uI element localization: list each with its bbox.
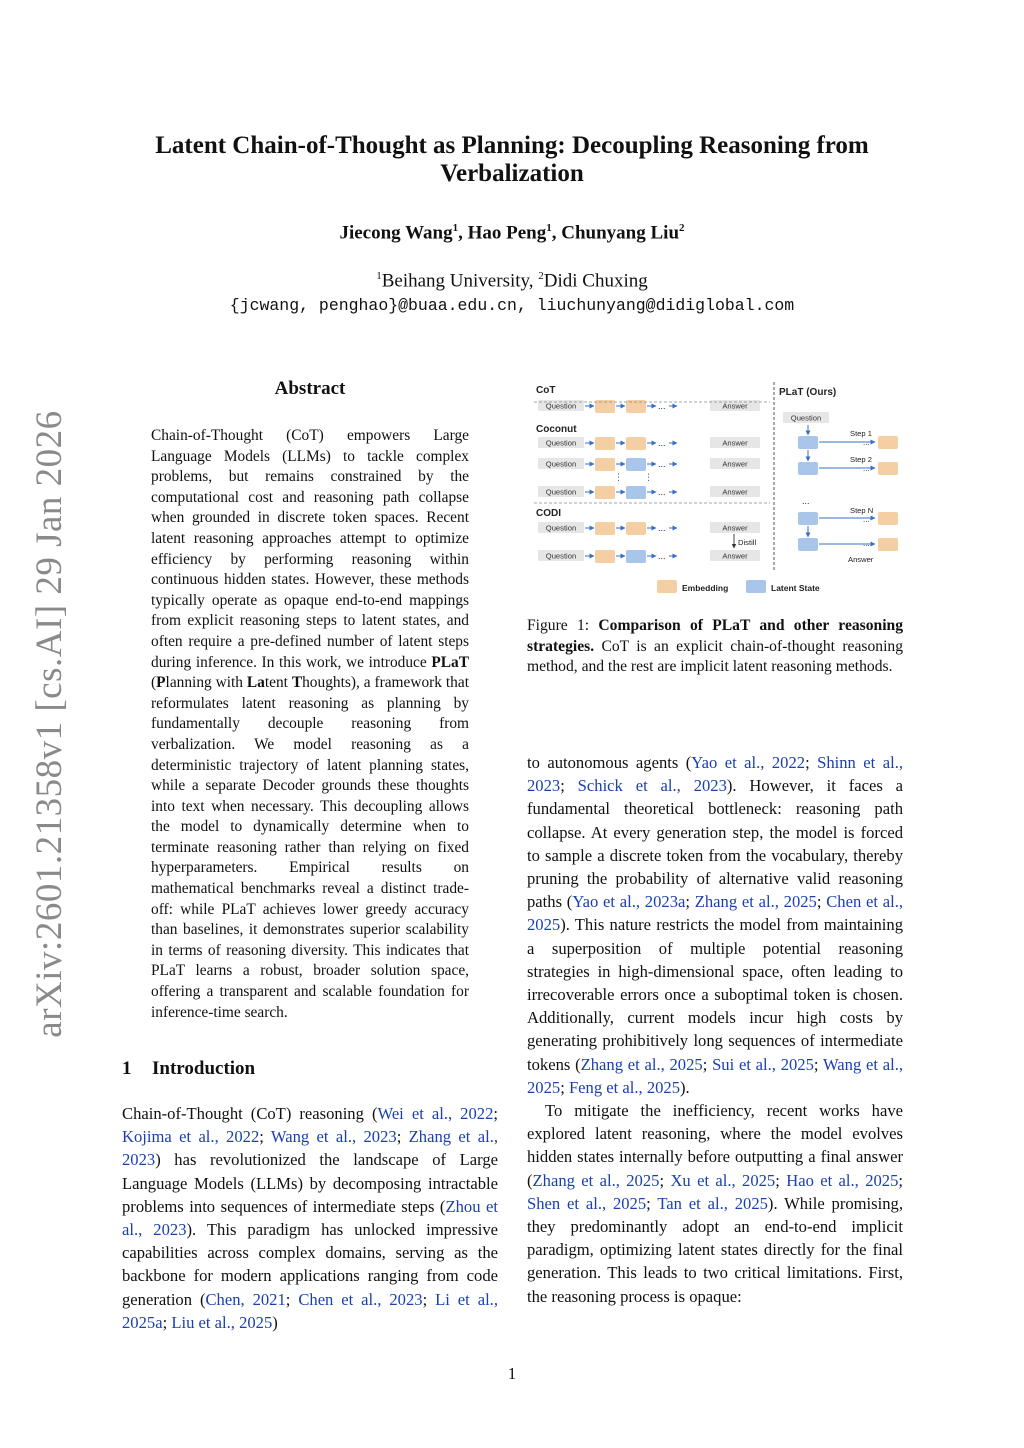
body-text: Chain-of-Thought (CoT) reasoning (	[122, 1104, 378, 1123]
body-text: ;	[646, 1193, 658, 1213]
acronym-letter: T	[291, 674, 303, 692]
ellipsis: ...	[658, 523, 666, 533]
body-text: ;	[898, 1170, 904, 1190]
body-text: ;	[285, 1289, 299, 1309]
embedding-token	[595, 486, 615, 499]
answer-label: Answer	[722, 438, 748, 448]
citation-link[interactable]: Li et al., 2025a	[122, 1289, 498, 1332]
panel-title-plat: PLaT (Ours)	[779, 387, 837, 398]
answer-label: Answer	[722, 487, 748, 497]
panel-title-cot: CoT	[536, 385, 556, 396]
arxiv-stamp: arXiv:2601.21358v1 [cs.AI] 29 Jan 2026	[29, 410, 70, 1038]
question-label: Question	[545, 459, 577, 469]
section-number: 1	[122, 1058, 132, 1079]
vertical-ellipsis: ⋮	[644, 472, 653, 482]
body-text: To mitigate the inefficiency, recent works have explored latent reasoning, where the model evolves hidden states internally before outputting a final answer (	[527, 1101, 903, 1190]
question-label: Question	[545, 551, 577, 561]
citation-link[interactable]: Zhang et al., 2025	[532, 1170, 660, 1190]
body-text: ;	[659, 1170, 671, 1190]
plat-name: PLaT	[431, 653, 469, 671]
embedding-token	[878, 436, 898, 449]
embedding-token	[595, 458, 615, 471]
step-label: Step N	[850, 506, 874, 515]
citation-link[interactable]: Xu et al., 2025	[670, 1170, 776, 1190]
affiliations: $^1$Beihang University, $^2$Didi Chuxing	[376, 270, 648, 292]
body-text: )	[272, 1312, 278, 1332]
acronym-letter: P	[156, 674, 166, 692]
figure-caption	[527, 616, 903, 678]
ellipsis: ...	[863, 464, 870, 473]
page-number: 1	[507, 1364, 517, 1383]
abstract-body: Chain-of-Thought (CoT) empowers Large Language Models (LLMs) to tackle complex problems, but remains constrained by the computational cost and reasoning path collapse when grounded in discrete token spaces. Recent latent reasoning approaches attempt to optimize efficiency by performing reasoning within continuous hidden states. However, these methods typically operate as opaque end-to-end mappings from explicit reasoning steps to latent states, and often require a pre-defined number of latent steps during inference. In this work, we introduce PLaT (Planning with Latent Thoughts), a framework that reformulates latent reasoning as planning by fundamentally decouple reasoning from verbalization. We model reasoning as a deterministic trajectory of latent planning states, while a separate Decoder grounds these thoughts into text when necessary. This decoupling allows the model to dynamically determine when to terminate reasoning rather than relying on fixed hyperparameters. Empirical results on mathematical benchmarks reveal a distinct trade-off: while PLaT achieves lower greedy accuracy than baselines, it demonstrates superior scalability in terms of reasoning diversity. This indicates that PLaT learns a robust, broader solution space, offering a transparent and scalable foundation for inference-time search.	[151, 427, 469, 1021]
embedding-token	[595, 522, 615, 535]
citation-link[interactable]: Chen et al., 2023	[298, 1289, 423, 1309]
affiliation-name: Didi Chuxing	[543, 270, 648, 292]
citation-link[interactable]: Wei et al., 2022	[377, 1104, 494, 1123]
body-text: ). However, it faces a fundamental theoretical bottleneck: reasoning path collapse. At every generation step, the model is forced to sample a discrete token from the vocabulary, thereby pruning the probability of alternative valid reasoning paths (	[527, 776, 904, 912]
ellipsis: ...	[658, 438, 666, 448]
body-text: ;	[422, 1289, 436, 1309]
ellipsis: ...	[802, 496, 810, 506]
step-label: Step 2	[850, 455, 872, 464]
body-text: ;	[813, 1054, 823, 1074]
legend-latent-label: Latent State	[771, 583, 820, 593]
answer-label: Answer	[722, 459, 748, 469]
citation-link[interactable]: Zhang et al., 2025	[580, 1054, 703, 1074]
panel-title-coconut: Coconut	[536, 424, 577, 435]
ellipsis: ...	[863, 539, 870, 548]
citation-link[interactable]: Zhang et al., 2025	[694, 892, 817, 912]
author-name: Chunyang Liu	[561, 222, 680, 244]
legend-embedding-label: Embedding	[682, 583, 729, 593]
citation-link[interactable]: Kojima et al., 2022	[122, 1127, 260, 1147]
citation-link[interactable]: Shen et al., 2025	[527, 1193, 647, 1213]
ellipsis: ...	[658, 401, 666, 411]
author-name: Hao Peng	[467, 222, 547, 244]
body-text: ;	[805, 753, 818, 772]
acronym-letter: La	[246, 674, 265, 692]
citation-link[interactable]: Sui et al., 2025	[712, 1054, 814, 1074]
abstract-text: ), a framework that reformulates latent reasoning as planning by fundamentally decouple reasoning from verbalization. We model reasoning as a deterministic trajectory of latent planning states, while a separate Decoder grounds these thoughts into text when necessary. This decoupling allows the model to dynamically determine when to terminate reasoning rather than relying on fixed hyperparameters. Empirical results on mathematical benchmarks reveal a distinct trade-off: while PLaT achieves lower greedy accuracy than baselines, it demonstrates superior scalability in terms of reasoning diversity. This indicates that PLaT learns a robust, broader solution space, offering a transparent and scalable foundation for inference-time search.	[151, 674, 469, 1021]
intro-paragraph	[122, 1104, 498, 1332]
latent-state-token	[798, 462, 818, 475]
intro-paragraph	[527, 1099, 903, 1308]
acronym-text: houghts	[302, 674, 351, 692]
ellipsis: ...	[863, 438, 870, 447]
body-text: ;	[162, 1312, 172, 1332]
body-text: ).	[680, 1077, 690, 1097]
affiliation-mark: 2	[538, 270, 544, 282]
author-list: Jiecong Wang$^1$, Hao Peng$^1$, Chunyang Liu$^2$	[339, 222, 685, 244]
figure-1	[530, 380, 910, 600]
body-text: ;	[702, 1054, 713, 1074]
citation-link[interactable]: Shinn et al., 2023	[527, 753, 903, 796]
embedding-token	[878, 538, 898, 551]
author-affiliation-mark: 2	[679, 222, 685, 234]
paper-title: Latent Chain-of-Thought as Planning: Decoupling Reasoning from Verbalization	[155, 132, 869, 187]
affiliation-name: Beihang University	[381, 270, 529, 292]
embedding-token	[595, 437, 615, 450]
answer-label: Answer	[722, 401, 748, 411]
ellipsis: ...	[658, 551, 666, 561]
embedding-token	[595, 550, 615, 563]
section-heading	[122, 1058, 255, 1080]
citation-link[interactable]: Hao et al., 2025	[786, 1170, 899, 1190]
citation-link[interactable]: Wang et al., 2023	[270, 1127, 397, 1147]
citation-link[interactable]: Schick et al., 2023	[577, 776, 727, 796]
acronym-text: tent	[264, 674, 292, 692]
panel-title-codi: CODI	[536, 508, 561, 519]
intro-left-column	[122, 1102, 498, 1334]
body-text: ). While promising, they predominantly adopt an end-to-end implicit paradigm, optimizing latent states directly for the final generation. This leads to two critical limitations. First, the reasoning process is opaque:	[527, 1193, 903, 1306]
citation-link[interactable]: Zhang et al., 2023	[122, 1127, 499, 1170]
embedding-token	[878, 462, 898, 475]
body-text: ;	[775, 1170, 787, 1190]
author-affiliation-mark: 1	[452, 222, 459, 234]
body-text: ;	[560, 1077, 569, 1097]
body-text: ;	[493, 1104, 498, 1123]
answer-label: Answer	[722, 523, 748, 533]
citation-link[interactable]: Chen et al., 2025	[527, 892, 904, 935]
embedding-token	[878, 512, 898, 525]
intro-paragraph	[527, 751, 903, 1099]
ellipsis: ...	[658, 487, 666, 497]
body-text: ;	[259, 1127, 271, 1147]
step-label: Step 1	[850, 429, 872, 438]
affiliation-mark: 1	[376, 270, 382, 282]
body-text: ;	[560, 776, 578, 796]
abstract-text: Chain-of-Thought (CoT) empowers Large Language Models (LLMs) to tackle complex problems, but remains constrained by the computational cost and reasoning path collapse when grounded in discrete token spaces. Recent latent reasoning approaches attempt to optimize efficiency by performing reasoning within continuous hidden states. However, these methods typically operate as opaque end-to-end mappings from explicit reasoning steps to latent states, and often require a pre-defined number of latent steps during inference. In this work, we introduce	[151, 427, 469, 671]
distill-label: Distill	[738, 538, 757, 547]
citation-link[interactable]: Yao et al., 2022	[691, 753, 806, 772]
intro-right-column	[527, 751, 903, 1308]
citation-link[interactable]: Liu et al., 2025	[171, 1312, 273, 1332]
ellipsis: ...	[658, 459, 666, 469]
body-text: ;	[816, 892, 827, 912]
author-affiliation-mark: 1	[546, 222, 552, 234]
latent-state-token	[798, 512, 818, 525]
body-text: ;	[685, 892, 695, 912]
latent-state-token	[626, 486, 646, 499]
section-title: Introduction	[152, 1058, 256, 1079]
body-text: to autonomous agents (	[527, 753, 692, 772]
caption-bold: Comparison of PLaT and other reasoning strategies.	[527, 617, 903, 655]
figure-left-panels	[536, 385, 760, 563]
question-label: Question	[545, 438, 577, 448]
question-label: Question	[790, 413, 822, 423]
author-name: Jiecong Wang	[339, 222, 453, 244]
question-label: Question	[545, 523, 577, 533]
figure-legend	[657, 580, 820, 593]
legend-embedding-swatch	[657, 580, 677, 593]
citation-link[interactable]: Wang et al., 2025	[527, 1054, 903, 1097]
embedding-token	[626, 437, 646, 450]
caption-text: CoT is an explicit chain-of-thought reasoning method, and the rest are implicit latent reasoning methods.	[527, 637, 903, 676]
citation-link[interactable]: Feng et al., 2025	[568, 1077, 681, 1097]
citation-link[interactable]: Zhou et al., 2023	[122, 1196, 498, 1240]
citation-link[interactable]: Chen, 2021	[205, 1289, 286, 1309]
ellipsis: ...	[863, 515, 870, 524]
vertical-ellipsis: ⋮	[614, 472, 623, 482]
body-text: ) has revolutionized the landscape of Large Language Models (LLMs) by decomposing intractable problems into sequences of intermediate steps (	[122, 1150, 498, 1216]
figure-1-diagram	[530, 380, 910, 600]
embedding-token	[626, 522, 646, 535]
answer-label: Answer	[722, 551, 748, 561]
citation-link[interactable]: Tan et al., 2025	[657, 1193, 768, 1213]
abstract-heading: Abstract	[274, 378, 346, 399]
latent-state-token	[798, 436, 818, 449]
latent-state-token	[798, 538, 818, 551]
citation-link[interactable]: Yao et al., 2023a	[572, 892, 686, 912]
answer-label: Answer	[848, 555, 874, 564]
author-emails: {jcwang, penghao}@buaa.edu.cn, liuchunyang@didiglobal.com	[229, 296, 795, 315]
body-text: ;	[396, 1127, 409, 1147]
acronym-text: lanning with	[165, 674, 247, 692]
body-text: ). This paradigm has unlocked impressive capabilities across complex domains, serving as the backbone for modern applications ranging from code generation (	[122, 1220, 499, 1309]
question-label: Question	[545, 487, 577, 497]
caption-label: Figure 1:	[527, 617, 599, 634]
body-text: ). This nature restricts the model from maintaining a superposition of multiple potential reasoning strategies in high-dimensional space, often leading to irrecoverable errors once a suboptimal token is chosen. Additionally, current models incur high costs by generating prohibitively long sequences of intermediate tokens (	[527, 915, 903, 1074]
legend-latent-swatch	[746, 580, 766, 593]
latent-state-token	[626, 458, 646, 471]
figure-plat-panel	[779, 387, 898, 564]
latent-state-token	[626, 550, 646, 563]
question-label: Question	[545, 401, 577, 411]
